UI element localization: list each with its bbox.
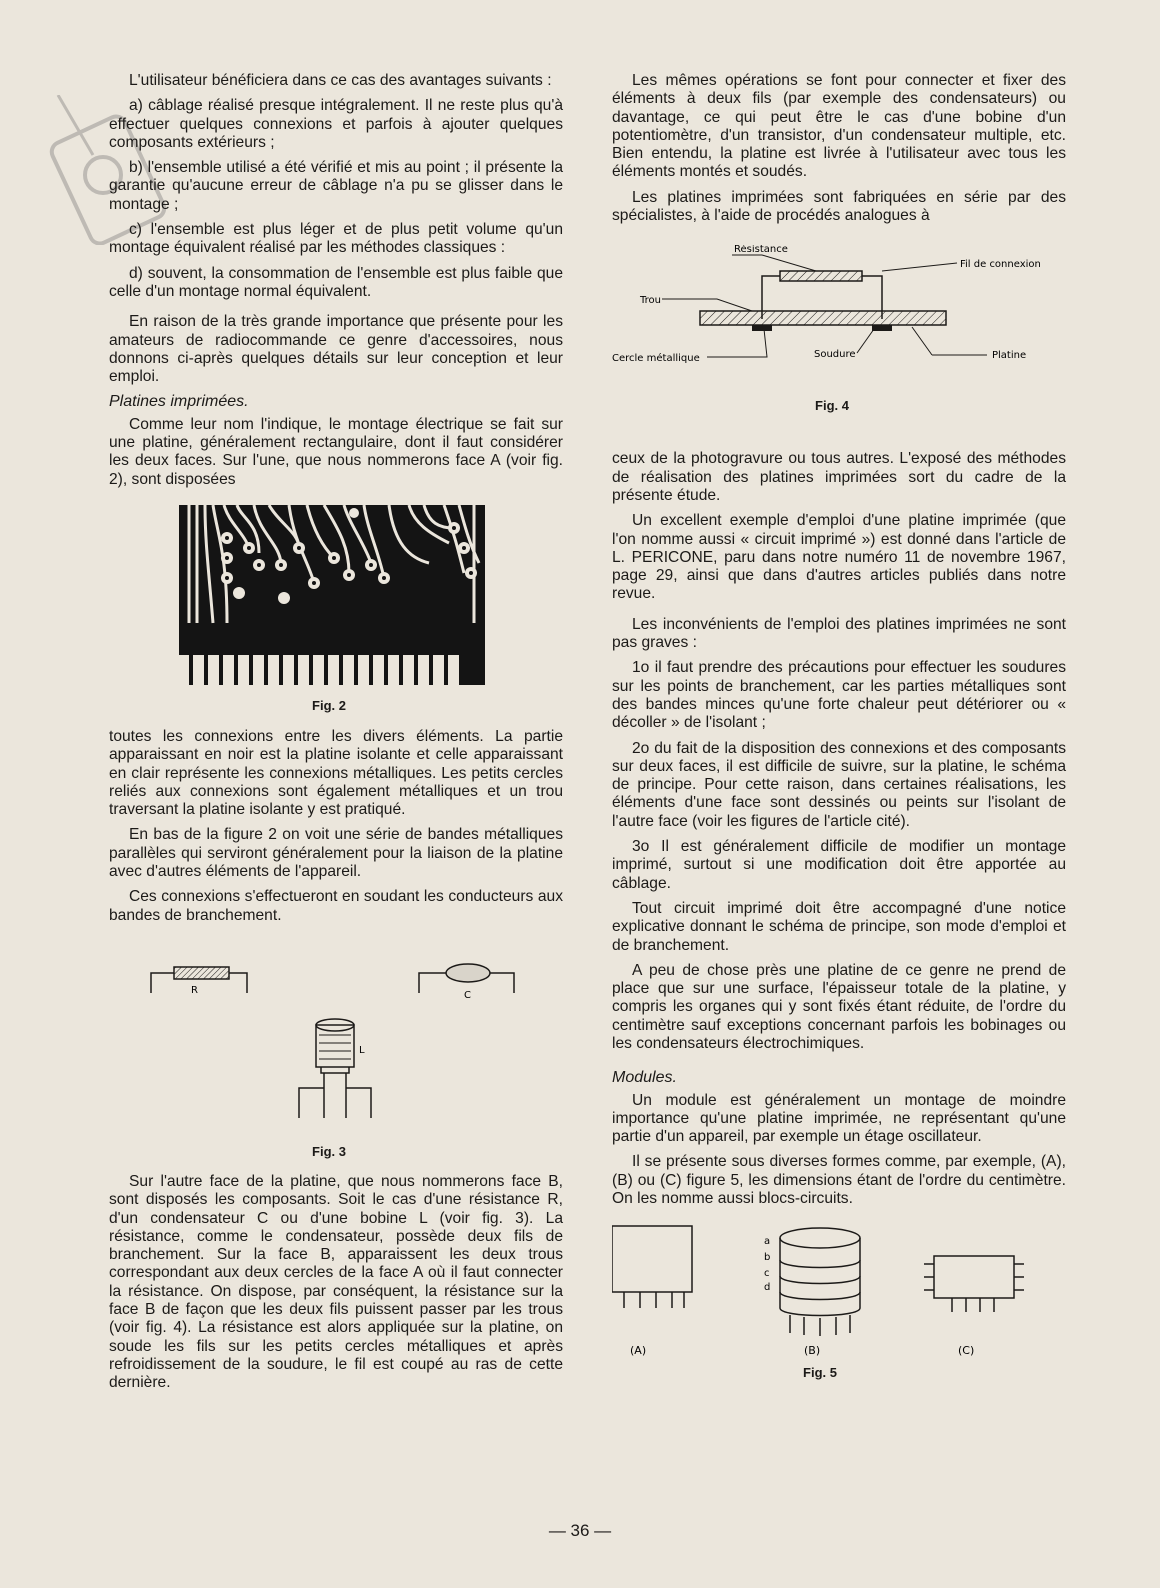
module-a-label: (A) bbox=[630, 1344, 647, 1358]
right-column bbox=[612, 72, 1066, 1398]
figure-caption: Fig. 2 bbox=[312, 697, 346, 713]
label-l: L bbox=[359, 1044, 365, 1056]
paragraph: Sur l'autre face de la platine, que nous nommerons face B, sont disposés les composants. Soit le cas d'une résistance R, d'un condensateur C ou d'une bobine L (voir fig. 3). La résistance, comme le condensateur, possède deux fils de branchement. Sur la face B, apparaissent les deux trous correspondant aux deux cercles de la face A où il faut connecter la résistance. On dispose, par conséquent, la résistance sur la face B de façon que les deux fils puissent passer par les trous (voir fig. 4). La résistance est alors appliquée sur la platine, on soude les fils sur les petits cercles métalliques et après refroidissement de la soudure, le fil est coupé au ras de cette dernière. bbox=[109, 1172, 563, 1392]
page-number: — 36 — bbox=[548, 1521, 612, 1540]
figure-3 bbox=[109, 943, 563, 1173]
label-a: a bbox=[764, 1236, 771, 1248]
paragraph: ceux de la photogravure ou tous autres. L'exposé des méthodes de réalisation des platines imprimées sort du cadre de la présente étude. bbox=[612, 450, 1066, 504]
module-b-label: (B) bbox=[804, 1344, 821, 1358]
paragraph: a) câblage réalisé presque intégralement. Il ne reste plus qu'à effectuer quelques connexions et parfois à ajouter quelques composants extérieurs ; bbox=[109, 97, 563, 151]
paragraph: d) souvent, la consommation de l'ensemble est plus faible que celle d'un montage normal équivalent. bbox=[109, 264, 563, 300]
components-drawing bbox=[109, 943, 563, 1143]
figure-4 bbox=[612, 245, 1066, 450]
label-platine: Platine bbox=[992, 350, 1027, 362]
module-c-label: (C) bbox=[958, 1344, 975, 1358]
label-soudure: Soudure bbox=[814, 349, 856, 361]
paragraph: L'utilisateur bénéficiera dans ce cas des avantages suivants : bbox=[129, 72, 552, 89]
label-d: d bbox=[764, 1282, 771, 1294]
paragraph: 1o il faut prendre des précautions pour effectuer les soudures sur les points de branchement, car les parties métalliques sont des bandes minces qu'une forte chaleur peut détériorer ou « décoller » de l'isolant ; bbox=[612, 659, 1066, 732]
paragraph: Un excellent exemple d'emploi d'une platine imprimée (que l'on nomme aussi « circuit imprimé ») est donné dans l'article de L. PERICONE, paru dans notre numéro 11 de novembre 1967, page 29, ainsi que dans d'autres articles publiés dans notre revue. bbox=[612, 512, 1066, 603]
paragraph: Les inconvénients de l'emploi des platines imprimées ne sont pas graves : bbox=[612, 615, 1066, 652]
figure-caption: Fig. 3 bbox=[312, 1143, 346, 1159]
label-fil: Fil de connexion bbox=[960, 259, 1041, 271]
left-column bbox=[109, 72, 563, 1399]
paragraph: c) l'ensemble est plus léger et de plus petit volume qu'un montage équivalent réalisé par les méthodes classiques : bbox=[109, 221, 563, 257]
figure-5 bbox=[612, 1218, 1066, 1398]
paragraph: Il se présente sous diverses formes comme, par exemple, (A), (B) ou (C) figure 5, les dimensions étant de l'ordre du centimètre. On les nomme aussi blocs-circuits. bbox=[612, 1153, 1066, 1208]
figure-caption: Fig. 5 bbox=[803, 1365, 837, 1381]
paragraph: A peu de chose près une platine de ce genre ne prend de place que sur une surface, l'épaisseur totale de la platine, y compris les organes qui y sont fixés étant réduite, de l'ordre du centimètre sauf exceptions concernant parfois les bobinages ou les condensateurs électrochimiques. bbox=[612, 961, 1066, 1052]
paragraph: En raison de la très grande importance que présente pour les amateurs de radiocommande ce genre d'accessoires, nous donnons ci-après quelques détails sur leur conception et leur emploi. bbox=[109, 313, 563, 386]
label-cercle: Cercle métallique bbox=[612, 353, 700, 365]
paragraph: toutes les connexions entre les divers éléments. La partie apparaissant en noir est la platine isolante et celle apparaissant en clair représente les connexions métalliques. Les petits cercles reliés aux connexions sont également métalliques et un trou traversant la platine isolante y est pratiqué. bbox=[109, 727, 563, 819]
label-b: b bbox=[764, 1252, 771, 1264]
figure-caption: Fig. 4 bbox=[815, 398, 849, 414]
figure-2 bbox=[109, 503, 563, 728]
paragraph: Tout circuit imprimé doit être accompagné d'une notice explicative donnant le schéma de principe, son mode d'emploi et de branchement. bbox=[612, 899, 1066, 954]
section-heading: Platines imprimées. bbox=[109, 393, 249, 411]
printed-circuit-image bbox=[109, 503, 563, 693]
paragraph: 2o du fait de la disposition des connexions et des composants sur deux faces, il est difficile de suivre, sur la platine, le schéma de principe. Pour cette raison, dans certaines réalisations, les éléments d'une face sont dessinés ou peints sur l'isolant de l'autre face (voir les figures de l'article cité). bbox=[612, 739, 1066, 830]
paragraph: 3o Il est généralement difficile de modifier un montage imprimé, surtout si une modification doit être apportée au câblage. bbox=[612, 838, 1066, 892]
paragraph: b) l'ensemble utilisé a été vérifié et mis au point ; il présente la garantie qu'aucune erreur de câblage n'a pu se glisser dans le montage ; bbox=[109, 159, 563, 213]
label-c: C bbox=[464, 989, 471, 1001]
module-shapes-drawing bbox=[612, 1218, 1066, 1373]
label-trou: Trou bbox=[640, 295, 661, 307]
paragraph: Comme leur nom l'indique, le montage électrique se fait sur une platine, généralement rectangulaire, dont il faut considérer les deux faces. Sur l'une, que nous nommerons face A (voir fig. 2), sont disposées bbox=[109, 415, 563, 488]
paragraph: En bas de la figure 2 on voit une série de bandes métalliques parallèles qui serviront généralement pour la liaison de la platine avec d'autres éléments de l'appareil. bbox=[109, 826, 563, 881]
paragraph: Les platines imprimées sont fabriquées en série par des spécialistes, à l'aide de procédés analogues à bbox=[612, 188, 1066, 225]
label-c: c bbox=[764, 1268, 770, 1280]
paragraph: Ces connexions s'effectueront en soudant les conducteurs aux bandes de branchement. bbox=[109, 888, 563, 924]
section-heading: Modules. bbox=[612, 1069, 677, 1087]
paragraph: Les mêmes opérations se font pour connecter et fixer des éléments à deux fils (par exemple des condensateurs) ou davantage, ce qui peut être le cas d'une bobine d'un potentiomètre, d'un transistor, d'un condensateur multiple, etc. Bien entendu, la platine est livrée à l'utilisateur avec tous les éléments montés et soudés. bbox=[612, 72, 1066, 181]
label-resistance: Résistance bbox=[734, 245, 788, 256]
label-r: R bbox=[191, 984, 198, 996]
paragraph: Un module est généralement un montage de moindre importance qu'une platine imprimée, ne représentant qu'une partie d'un appareil, par exemple un étage oscillateur. bbox=[612, 1091, 1066, 1146]
